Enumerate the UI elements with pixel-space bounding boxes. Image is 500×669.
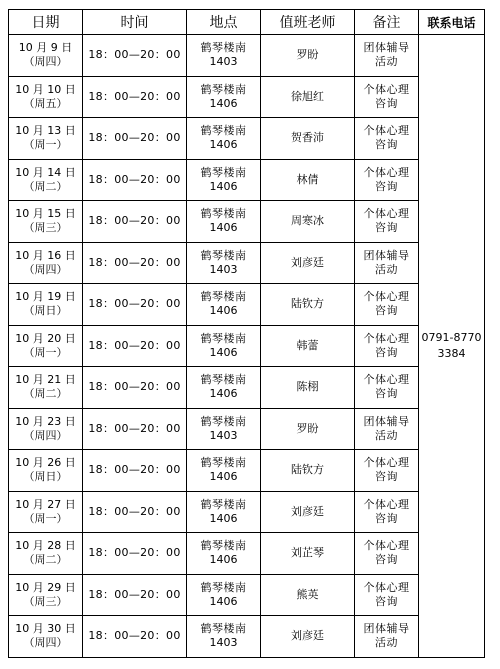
weekday-text: （周一） xyxy=(23,138,68,152)
location-cell xyxy=(187,533,261,575)
location-cell xyxy=(187,76,261,118)
time-cell: 18：00—20：00 xyxy=(83,574,187,616)
date-cell xyxy=(9,491,83,533)
date-text: 10 月 20 日 xyxy=(15,331,76,345)
teacher-cell: 熊英 xyxy=(261,574,355,616)
location-room: 1406 xyxy=(209,221,238,235)
note-line-1: 个体心理 xyxy=(363,207,410,221)
location-building: 鹤琴楼南 xyxy=(200,165,247,179)
weekday-text: （周二） xyxy=(23,387,68,401)
note-line-1: 团体辅导 xyxy=(363,248,410,262)
location-building: 鹤琴楼南 xyxy=(200,248,247,262)
date-cell xyxy=(9,118,83,160)
teacher-cell: 刘彦廷 xyxy=(261,616,355,658)
table-row xyxy=(9,367,485,409)
note-line-2: 咨询 xyxy=(375,96,398,110)
location-room: 1406 xyxy=(209,553,238,567)
table-row xyxy=(9,284,485,326)
weekday-text: （周二） xyxy=(23,553,68,567)
date-cell xyxy=(9,574,83,616)
date-text: 10 月 26 日 xyxy=(15,456,76,470)
teacher-cell: 刘芷琴 xyxy=(261,533,355,575)
table-row xyxy=(9,533,485,575)
date-text: 10 月 19 日 xyxy=(15,290,76,304)
time-cell: 18：00—20：00 xyxy=(83,408,187,450)
location-room: 1406 xyxy=(209,594,238,608)
table-row xyxy=(9,35,485,77)
table-header xyxy=(9,10,485,35)
note-cell xyxy=(355,284,419,326)
time-cell: 18：00—20：00 xyxy=(83,325,187,367)
note-cell xyxy=(355,118,419,160)
table-row xyxy=(9,491,485,533)
location-cell xyxy=(187,325,261,367)
location-cell xyxy=(187,450,261,492)
time-cell: 18：00—20：00 xyxy=(83,367,187,409)
date-cell xyxy=(9,159,83,201)
location-building: 鹤琴楼南 xyxy=(200,373,247,387)
table-row xyxy=(9,242,485,284)
location-cell xyxy=(187,284,261,326)
header-date: 日期 xyxy=(9,10,83,35)
note-line-2: 活动 xyxy=(375,636,398,650)
note-line-2: 咨询 xyxy=(375,594,398,608)
time-cell: 18：00—20：00 xyxy=(83,35,187,77)
note-line-2: 咨询 xyxy=(375,553,398,567)
table-row xyxy=(9,325,485,367)
note-cell xyxy=(355,76,419,118)
location-cell xyxy=(187,574,261,616)
location-cell xyxy=(187,201,261,243)
location-cell xyxy=(187,159,261,201)
weekday-text: （周四） xyxy=(23,262,68,276)
date-text: 10 月 14 日 xyxy=(15,165,76,179)
date-cell xyxy=(9,201,83,243)
date-cell xyxy=(9,616,83,658)
time-cell: 18：00—20：00 xyxy=(83,159,187,201)
location-building: 鹤琴楼南 xyxy=(200,456,247,470)
date-cell xyxy=(9,35,83,77)
location-room: 1403 xyxy=(209,262,238,276)
note-cell xyxy=(355,491,419,533)
duty-schedule-table xyxy=(8,9,485,658)
table-row xyxy=(9,76,485,118)
location-room: 1406 xyxy=(209,138,238,152)
date-cell xyxy=(9,367,83,409)
date-text: 10 月 10 日 xyxy=(15,82,76,96)
note-line-2: 活动 xyxy=(375,428,398,442)
table-row xyxy=(9,201,485,243)
note-line-2: 咨询 xyxy=(375,387,398,401)
date-cell xyxy=(9,408,83,450)
location-room: 1406 xyxy=(209,345,238,359)
time-cell: 18：00—20：00 xyxy=(83,533,187,575)
note-cell xyxy=(355,367,419,409)
note-cell xyxy=(355,533,419,575)
location-building: 鹤琴楼南 xyxy=(200,290,247,304)
weekday-text: （周五） xyxy=(23,96,68,110)
time-cell: 18：00—20：00 xyxy=(83,76,187,118)
weekday-text: （周四） xyxy=(23,428,68,442)
table-row xyxy=(9,118,485,160)
location-room: 1403 xyxy=(209,55,238,69)
date-text: 10 月 28 日 xyxy=(15,539,76,553)
location-building: 鹤琴楼南 xyxy=(200,82,247,96)
phone-cell xyxy=(419,35,485,658)
location-room: 1406 xyxy=(209,179,238,193)
time-cell: 18：00—20：00 xyxy=(83,284,187,326)
teacher-cell: 刘彦廷 xyxy=(261,491,355,533)
teacher-cell: 林倩 xyxy=(261,159,355,201)
location-room: 1406 xyxy=(209,96,238,110)
table-body xyxy=(9,35,485,658)
header-location: 地点 xyxy=(187,10,261,35)
note-line-1: 个体心理 xyxy=(363,497,410,511)
weekday-text: （周一） xyxy=(23,511,68,525)
location-cell xyxy=(187,491,261,533)
time-cell: 18：00—20：00 xyxy=(83,616,187,658)
teacher-cell: 陆钦方 xyxy=(261,284,355,326)
note-line-2: 咨询 xyxy=(375,221,398,235)
note-line-2: 活动 xyxy=(375,262,398,276)
note-cell xyxy=(355,159,419,201)
weekday-text: （周日） xyxy=(23,304,68,318)
time-cell: 18：00—20：00 xyxy=(83,201,187,243)
note-cell xyxy=(355,201,419,243)
location-cell xyxy=(187,118,261,160)
time-cell: 18：00—20：00 xyxy=(83,118,187,160)
location-building: 鹤琴楼南 xyxy=(200,207,247,221)
note-line-1: 个体心理 xyxy=(363,373,410,387)
header-teacher: 值班老师 xyxy=(261,10,355,35)
location-cell xyxy=(187,242,261,284)
location-building: 鹤琴楼南 xyxy=(200,41,247,55)
weekday-text: （周三） xyxy=(23,221,68,235)
date-text: 10 月 16 日 xyxy=(15,248,76,262)
note-line-2: 咨询 xyxy=(375,304,398,318)
location-building: 鹤琴楼南 xyxy=(200,414,247,428)
header-time: 时间 xyxy=(83,10,187,35)
location-cell xyxy=(187,367,261,409)
note-line-1: 个体心理 xyxy=(363,580,410,594)
phone-line-1: 0791-8770 xyxy=(421,330,482,344)
note-line-2: 咨询 xyxy=(375,345,398,359)
note-cell xyxy=(355,35,419,77)
location-building: 鹤琴楼南 xyxy=(200,539,247,553)
teacher-cell: 周寒冰 xyxy=(261,201,355,243)
note-cell xyxy=(355,450,419,492)
teacher-cell: 陆钦方 xyxy=(261,450,355,492)
weekday-text: （周日） xyxy=(23,470,68,484)
location-room: 1406 xyxy=(209,511,238,525)
note-line-1: 团体辅导 xyxy=(363,414,410,428)
header-note: 备注 xyxy=(355,10,419,35)
date-cell xyxy=(9,76,83,118)
table-row xyxy=(9,408,485,450)
teacher-cell: 罗盼 xyxy=(261,408,355,450)
table-row xyxy=(9,574,485,616)
note-line-2: 咨询 xyxy=(375,179,398,193)
note-line-1: 团体辅导 xyxy=(363,622,410,636)
location-room: 1406 xyxy=(209,304,238,318)
table-row xyxy=(9,616,485,658)
date-text: 10 月 15 日 xyxy=(15,207,76,221)
location-cell xyxy=(187,408,261,450)
date-cell xyxy=(9,450,83,492)
teacher-cell: 陈栩 xyxy=(261,367,355,409)
note-cell xyxy=(355,242,419,284)
time-cell: 18：00—20：00 xyxy=(83,242,187,284)
note-line-1: 团体辅导 xyxy=(363,41,410,55)
note-cell xyxy=(355,325,419,367)
date-text: 10 月 30 日 xyxy=(15,622,76,636)
weekday-text: （周四） xyxy=(23,636,68,650)
date-cell xyxy=(9,325,83,367)
weekday-text: （周二） xyxy=(23,179,68,193)
note-line-1: 个体心理 xyxy=(363,290,410,304)
location-room: 1406 xyxy=(209,470,238,484)
note-line-1: 个体心理 xyxy=(363,331,410,345)
note-line-2: 咨询 xyxy=(375,138,398,152)
weekday-text: （周四） xyxy=(23,55,68,69)
location-cell xyxy=(187,616,261,658)
date-text: 10 月 21 日 xyxy=(15,373,76,387)
note-line-1: 个体心理 xyxy=(363,124,410,138)
note-line-1: 个体心理 xyxy=(363,456,410,470)
note-line-1: 个体心理 xyxy=(363,82,410,96)
note-line-2: 咨询 xyxy=(375,470,398,484)
date-cell xyxy=(9,242,83,284)
note-line-1: 个体心理 xyxy=(363,165,410,179)
note-cell xyxy=(355,616,419,658)
weekday-text: （周一） xyxy=(23,345,68,359)
location-building: 鹤琴楼南 xyxy=(200,331,247,345)
teacher-cell: 韩蕾 xyxy=(261,325,355,367)
note-cell xyxy=(355,408,419,450)
location-cell xyxy=(187,35,261,77)
date-text: 10 月 9 日 xyxy=(18,41,73,55)
weekday-text: （周三） xyxy=(23,594,68,608)
header-row xyxy=(9,10,485,35)
location-building: 鹤琴楼南 xyxy=(200,622,247,636)
date-cell xyxy=(9,284,83,326)
table-row xyxy=(9,159,485,201)
date-text: 10 月 13 日 xyxy=(15,124,76,138)
date-text: 10 月 27 日 xyxy=(15,497,76,511)
location-room: 1403 xyxy=(209,428,238,442)
table-row xyxy=(9,450,485,492)
time-cell: 18：00—20：00 xyxy=(83,491,187,533)
location-building: 鹤琴楼南 xyxy=(200,124,247,138)
location-building: 鹤琴楼南 xyxy=(200,580,247,594)
location-building: 鹤琴楼南 xyxy=(200,497,247,511)
date-text: 10 月 23 日 xyxy=(15,414,76,428)
note-line-2: 活动 xyxy=(375,55,398,69)
note-cell xyxy=(355,574,419,616)
date-cell xyxy=(9,533,83,575)
note-line-1: 个体心理 xyxy=(363,539,410,553)
teacher-cell: 刘彦廷 xyxy=(261,242,355,284)
teacher-cell: 徐旭红 xyxy=(261,76,355,118)
header-phone: 联系电话 xyxy=(419,10,485,35)
location-room: 1406 xyxy=(209,387,238,401)
phone-line-2: 3384 xyxy=(437,346,466,360)
teacher-cell: 贺香沛 xyxy=(261,118,355,160)
time-cell: 18：00—20：00 xyxy=(83,450,187,492)
teacher-cell: 罗盼 xyxy=(261,35,355,77)
date-text: 10 月 29 日 xyxy=(15,580,76,594)
location-room: 1403 xyxy=(209,636,238,650)
note-line-2: 咨询 xyxy=(375,511,398,525)
